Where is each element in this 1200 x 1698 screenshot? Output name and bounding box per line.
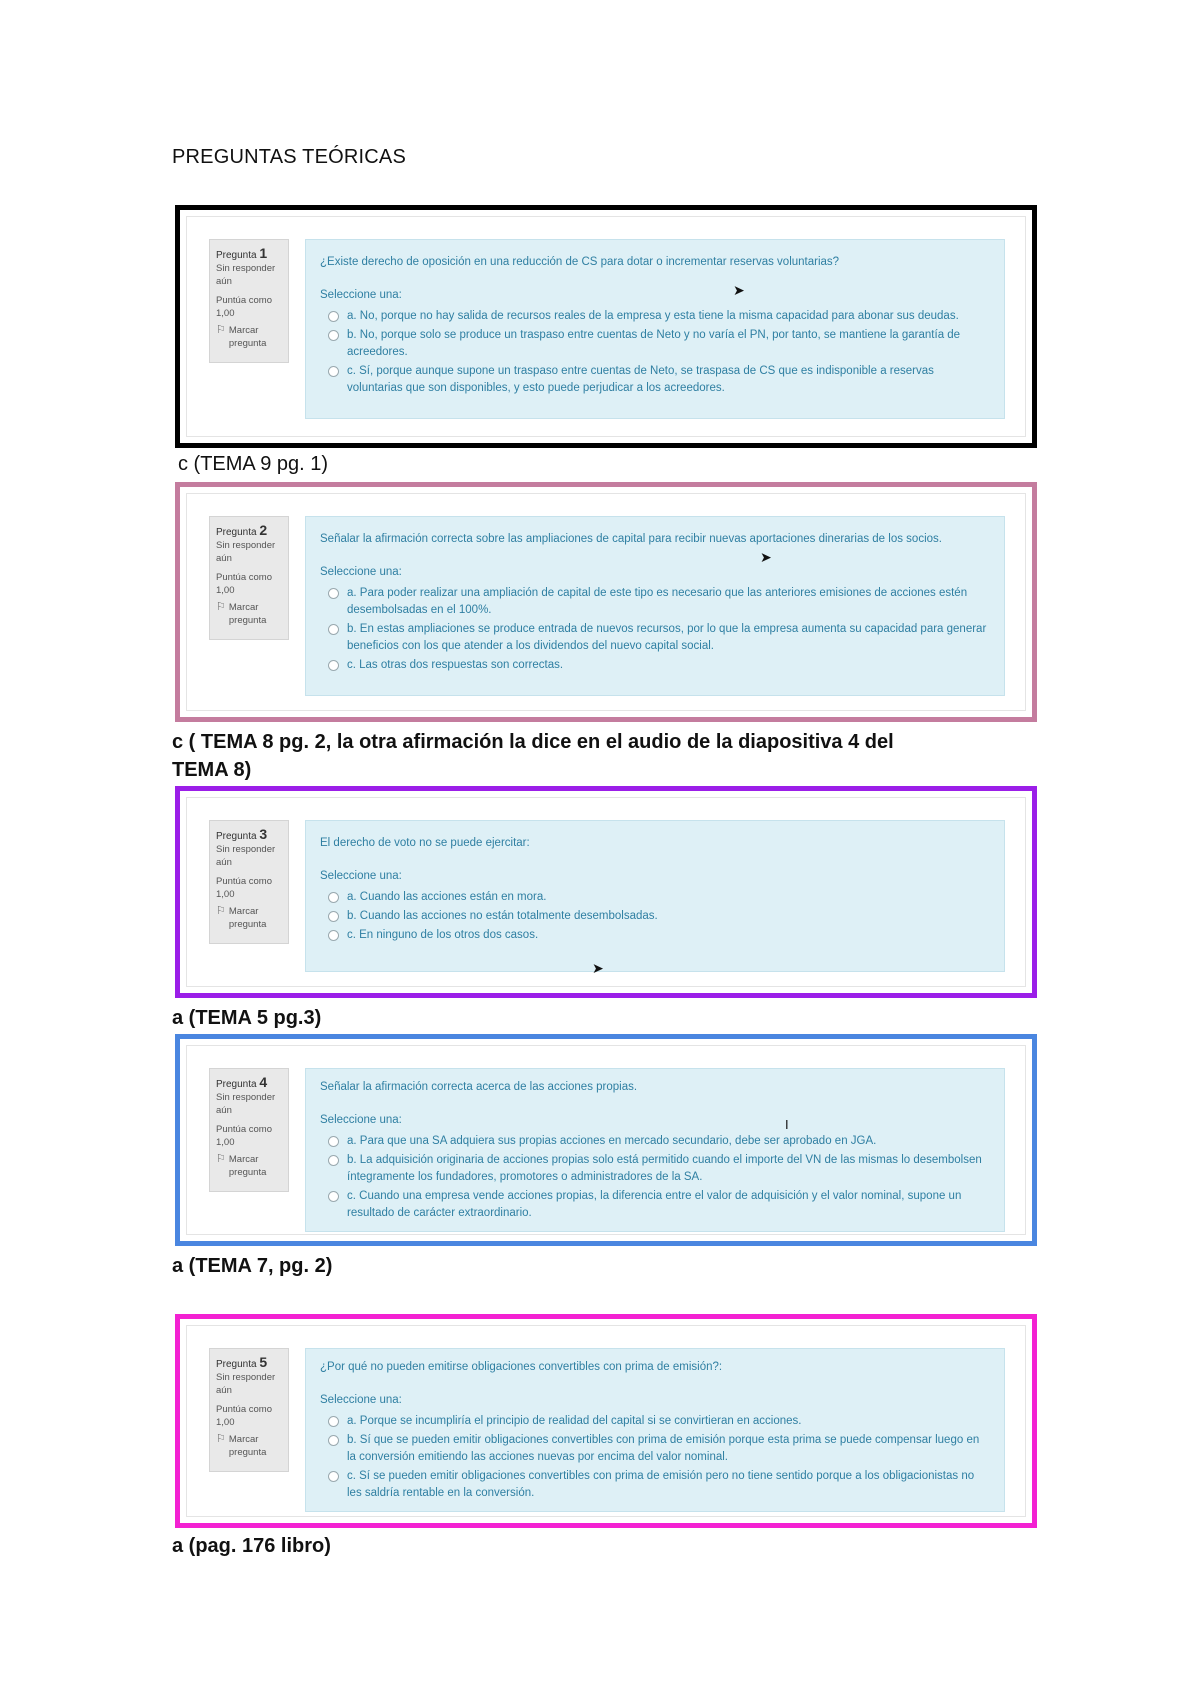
question-label: Pregunta: [216, 527, 257, 538]
option-text: a. No, porque no hay salida de recursos reales de la empresa y esta tiene la misma capacidad para abonar sus deudas.: [347, 310, 959, 322]
radio-button[interactable]: [328, 1416, 339, 1427]
option-text: b. Sí que se pueden emitir obligaciones convertibles con prima de emisión porque esta prima se puede compensar luego en la conversión emitiendo las acciones nuevas por encima del valor nominal.: [347, 1434, 980, 1463]
option-text: b. La adquisición originaria de acciones propias solo está permitido cuando el importe del VN de las mismas lo desembolsen íntegramente los fundadores, promotores o administradores de la SA.: [347, 1154, 982, 1183]
option-c[interactable]: [320, 1188, 990, 1222]
flag-label: Marcar pregunta: [228, 906, 267, 930]
question-status: Sin responder aún: [216, 1372, 276, 1396]
radio-button[interactable]: [328, 1435, 339, 1446]
question-status: Sin responder aún: [216, 263, 276, 287]
option-text: c. En ninguno de los otros dos casos.: [347, 929, 539, 941]
answer-5: a (pag. 176 libro): [172, 1535, 331, 1557]
question-content: [305, 820, 1005, 972]
select-label: Seleccione una:: [320, 870, 402, 882]
question-label: Pregunta: [216, 1079, 257, 1090]
option-a[interactable]: [320, 308, 990, 325]
question-text: Señalar la afirmación correcta sobre las ampliaciones de capital para recibir nuevas aportaciones dinerarias de los socios.: [320, 533, 942, 545]
flag-label: Marcar pregunta: [228, 325, 267, 349]
option-a[interactable]: [320, 889, 990, 906]
flag-icon: ⚐: [216, 1433, 226, 1445]
question-points: Puntúa como 1,00: [216, 572, 272, 596]
answer-1: c (TEMA 9 pg. 1): [178, 453, 329, 475]
question-status: Sin responder aún: [216, 1092, 276, 1116]
question-label: Pregunta: [216, 250, 257, 261]
radio-button[interactable]: [328, 660, 339, 671]
option-c[interactable]: [320, 657, 990, 674]
option-b[interactable]: [320, 908, 990, 925]
question-text: Señalar la afirmación correcta acerca de las acciones propias.: [320, 1081, 638, 1093]
question-content: [305, 239, 1005, 419]
option-text: a. Para poder realizar una ampliación de capital de este tipo es necesario que las anteriores emisiones de acciones estén desembolsadas en el 100%.: [347, 587, 968, 616]
flag-question-button[interactable]: [216, 324, 282, 350]
option-c[interactable]: [320, 1468, 990, 1502]
radio-button[interactable]: [328, 624, 339, 635]
select-label: Seleccione una:: [320, 566, 402, 578]
question-content: [305, 1348, 1005, 1512]
question-points: Puntúa como 1,00: [216, 295, 272, 319]
option-b[interactable]: [320, 1152, 990, 1186]
mouse-cursor-icon: ➤: [592, 960, 604, 976]
radio-button[interactable]: [328, 930, 339, 941]
answer-3: a (TEMA 5 pg.3): [172, 1007, 322, 1029]
option-c[interactable]: [320, 363, 990, 397]
radio-button[interactable]: [328, 588, 339, 599]
question-status: Sin responder aún: [216, 844, 276, 868]
option-c[interactable]: [320, 927, 990, 944]
option-text: c. Cuando una empresa vende acciones propias, la diferencia entre el valor de adquisición y el valor nominal, supone un resultado de carácter extraordinario.: [347, 1190, 962, 1219]
radio-button[interactable]: [328, 1191, 339, 1202]
option-text: a. Cuando las acciones están en mora.: [347, 891, 547, 903]
radio-button[interactable]: [328, 330, 339, 341]
option-a[interactable]: [320, 1413, 990, 1430]
question-info: [209, 516, 289, 640]
question-number: 4: [259, 1074, 268, 1090]
flag-question-button[interactable]: [216, 905, 282, 931]
radio-button[interactable]: [328, 1136, 339, 1147]
option-b[interactable]: [320, 327, 990, 361]
question-number: 3: [259, 826, 268, 842]
radio-button[interactable]: [328, 1155, 339, 1166]
question-label: Pregunta: [216, 831, 257, 842]
question-text: ¿Existe derecho de oposición en una reducción de CS para dotar o incrementar reservas voluntarias?: [320, 256, 840, 268]
question-info: [209, 820, 289, 944]
question-number: 1: [259, 245, 268, 261]
question-text: ¿Por qué no pueden emitirse obligaciones convertibles con prima de emisión?:: [320, 1361, 723, 1373]
text-cursor-icon: I: [785, 1117, 789, 1132]
radio-button[interactable]: [328, 911, 339, 922]
flag-icon: ⚐: [216, 905, 226, 917]
flag-label: Marcar pregunta: [228, 602, 267, 626]
flag-label: Marcar pregunta: [228, 1154, 267, 1178]
question-number: 2: [259, 522, 268, 538]
question-frame-4: [175, 1034, 1037, 1246]
question-points: Puntúa como 1,00: [216, 1404, 272, 1428]
question-card: [186, 216, 1026, 437]
flag-label: Marcar pregunta: [228, 1434, 267, 1458]
question-text: El derecho de voto no se puede ejercitar:: [320, 837, 530, 849]
flag-question-button[interactable]: [216, 1433, 282, 1459]
flag-question-button[interactable]: [216, 1153, 282, 1179]
page-title: PREGUNTAS TEÓRICAS: [172, 146, 407, 168]
question-info: [209, 1348, 289, 1472]
select-label: Seleccione una:: [320, 1114, 402, 1126]
option-a[interactable]: [320, 1133, 990, 1150]
question-points: Puntúa como 1,00: [216, 876, 272, 900]
select-label: Seleccione una:: [320, 1394, 402, 1406]
question-info: [209, 1068, 289, 1192]
question-content: [305, 516, 1005, 696]
question-frame-5: [175, 1314, 1037, 1528]
radio-button[interactable]: [328, 311, 339, 322]
answer-4: a (TEMA 7, pg. 2): [172, 1255, 333, 1277]
flag-icon: ⚐: [216, 324, 226, 336]
question-card: [186, 1325, 1026, 1517]
question-info: [209, 239, 289, 363]
question-label: Pregunta: [216, 1359, 257, 1370]
flag-icon: ⚐: [216, 1153, 226, 1165]
question-status: Sin responder aún: [216, 540, 276, 564]
option-text: c. Las otras dos respuestas son correctas.: [347, 659, 564, 671]
question-points: Puntúa como 1,00: [216, 1124, 272, 1148]
question-number: 5: [259, 1354, 268, 1370]
answer-2: c ( TEMA 8 pg. 2, la otra afirmación la dice en el audio de la diapositiva 4 del TEMA 8): [172, 731, 894, 781]
question-content: [305, 1068, 1005, 1232]
option-text: c. Sí se pueden emitir obligaciones convertibles con prima de emisión pero no tiene sentido porque a los obligacionistas no les saldría rentable en la conversión.: [347, 1470, 975, 1499]
option-text: b. No, porque solo se produce un traspaso entre cuentas de Neto y no varía el PN, por tanto, se mantiene la garantía de acreedores.: [347, 329, 961, 358]
question-frame-2: [175, 482, 1037, 722]
radio-button[interactable]: [328, 366, 339, 377]
mouse-cursor-icon: ➤: [733, 282, 745, 298]
radio-button[interactable]: [328, 1471, 339, 1482]
option-text: c. Sí, porque aunque supone un traspaso entre cuentas de Neto, se traspasa de CS que es indisponible a reservas voluntarias que son disponibles, y esto puede perjudicar a los acreedores.: [347, 365, 934, 394]
option-text: b. En estas ampliaciones se produce entrada de nuevos recursos, por lo que la empresa aumenta su capacidad para generar beneficios con los que atender a los dividendos del nuevo capital social.: [347, 623, 987, 652]
select-label: Seleccione una:: [320, 289, 402, 301]
question-frame-1: [175, 205, 1037, 448]
flag-question-button[interactable]: [216, 601, 282, 627]
question-card: [186, 1045, 1026, 1235]
question-frame-3: [175, 786, 1037, 998]
option-text: a. Porque se incumpliría el principio de realidad del capital si se convirtieran en acciones.: [347, 1415, 802, 1427]
question-card: [186, 493, 1026, 711]
option-b[interactable]: [320, 621, 990, 655]
flag-icon: ⚐: [216, 601, 226, 613]
option-b[interactable]: [320, 1432, 990, 1466]
mouse-cursor-icon: ➤: [760, 549, 772, 565]
option-a[interactable]: [320, 585, 990, 619]
radio-button[interactable]: [328, 892, 339, 903]
option-text: a. Para que una SA adquiera sus propias acciones en mercado secundario, debe ser aprobado en JGA.: [347, 1135, 877, 1147]
question-card: [186, 797, 1026, 987]
option-text: b. Cuando las acciones no están totalmente desembolsadas.: [347, 910, 658, 922]
